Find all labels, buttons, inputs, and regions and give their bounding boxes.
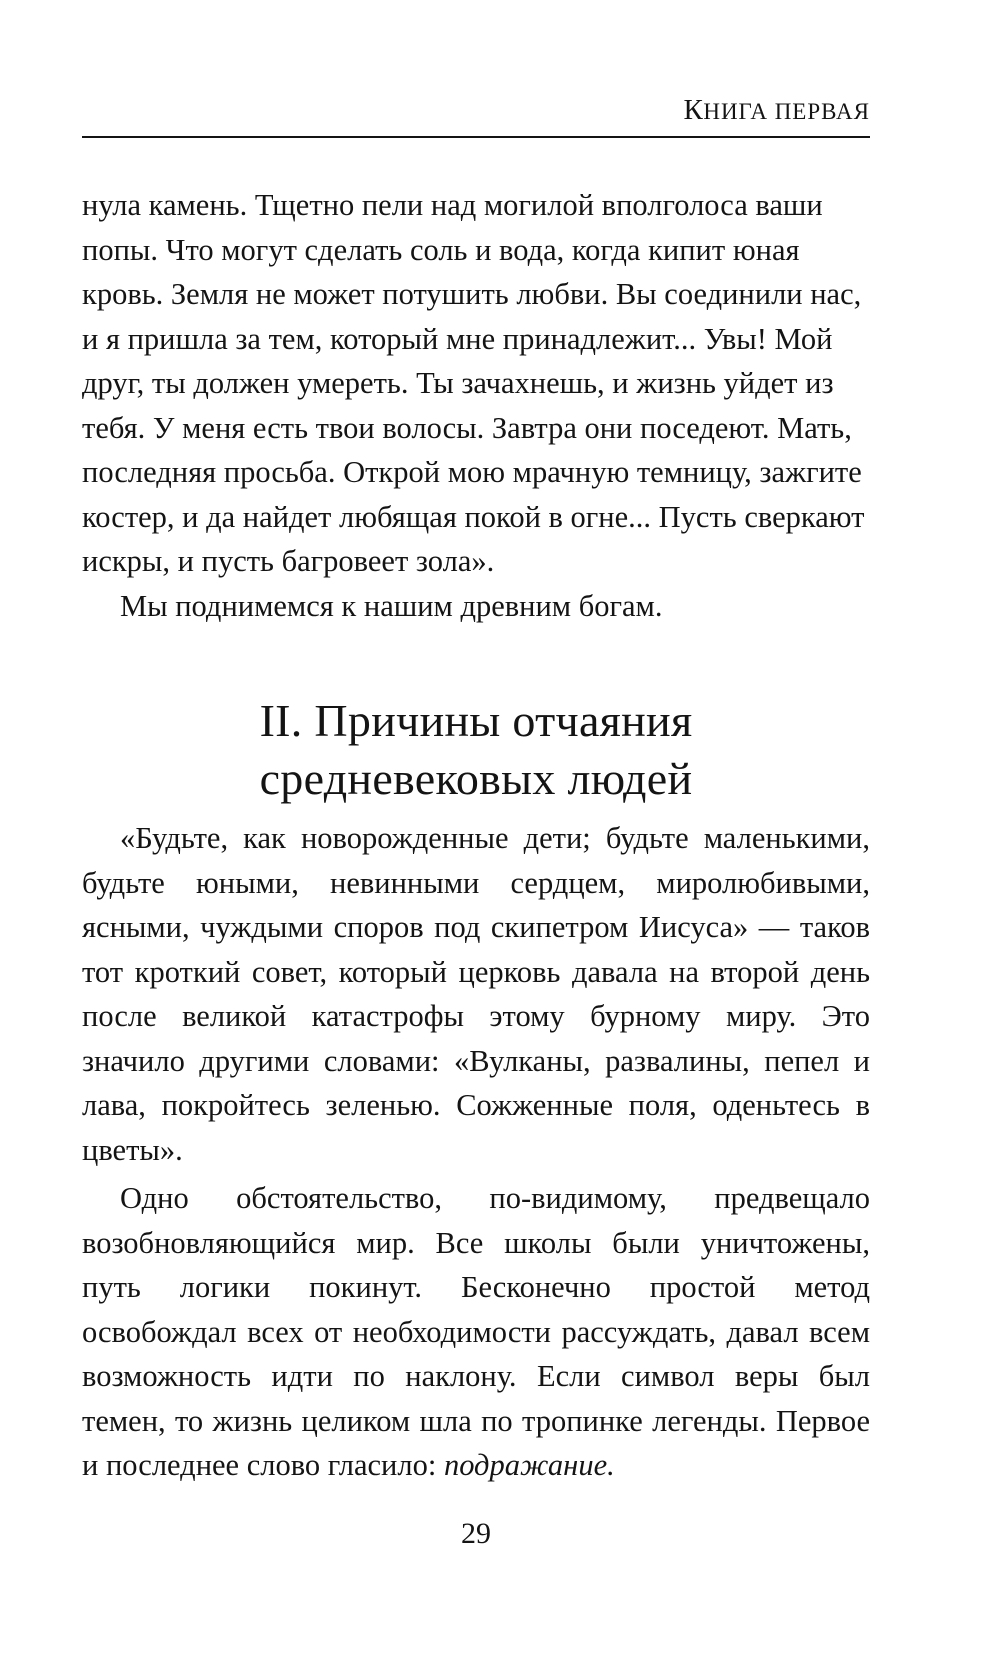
header-rule [82,136,870,138]
chapter-title-line-1: II. Причины отчаяния [259,695,693,746]
running-head-initial: К [683,94,704,126]
running-head-rest: НИГА ПЕРВАЯ [703,99,870,124]
top-text-block [82,183,870,628]
paragraph-continuation: нула камень. Тщетно пели над могилой вполголоса ваши попы. Что могут сделать соль и вода, когда кипит юная кровь. Земля не может потушить любви. Вы соединили нас, и я пришла за тем, который мне принадлежит... Увы! Мой друг, ты должен умереть. Ты зачахнешь, и жизнь уйдет из тебя. У меня есть твои волосы. Завтра они поседеют. Мать, последняя просьба. Открой мою мрачную темницу, зажгите костер, и да найдет любящая покой в огне... Пусть сверкают искры, и пусть багровеет зола». [82,188,865,578]
paragraph-imitation-text: Одно обстоятельство, по-видимому, предвещало возобновляющийся мир. Все школы были уничтожены, путь логики покинут. Бесконечно простой метод освобождал всех от необходимости рассуждать, давал всем возможность идти по наклону. Если символ веры был темен, то жизнь целиком шла по тропинке легенды. Первое и последнее слово гласило: [82,1181,870,1482]
chapter-title [82,692,870,808]
chapter-title-line-2: средневековых людей [259,753,693,804]
emphasis-imitation: подражание. [443,1448,615,1482]
bottom-text-block [82,816,870,1488]
running-head [82,90,870,132]
page-number: 29 [461,1517,491,1550]
paragraph-quote: «Будьте, как новорожденные дети; будьте маленькими, будьте юными, невинными сердцем, миролюбивыми, ясными, чуждыми споров под скипетром Иисуса» — таков тот кроткий совет, который церковь давала на второй день после великой катастрофы этому бурному миру. Это значило другими словами: «Вулканы, развалины, пепел и лава, покройтесь зеленью. Сожженные поля, оденьтесь в цветы». [82,821,870,1167]
paragraph-gods: Мы поднимемся к нашим древним богам. [120,588,663,623]
paragraph-imitation [82,1176,870,1488]
